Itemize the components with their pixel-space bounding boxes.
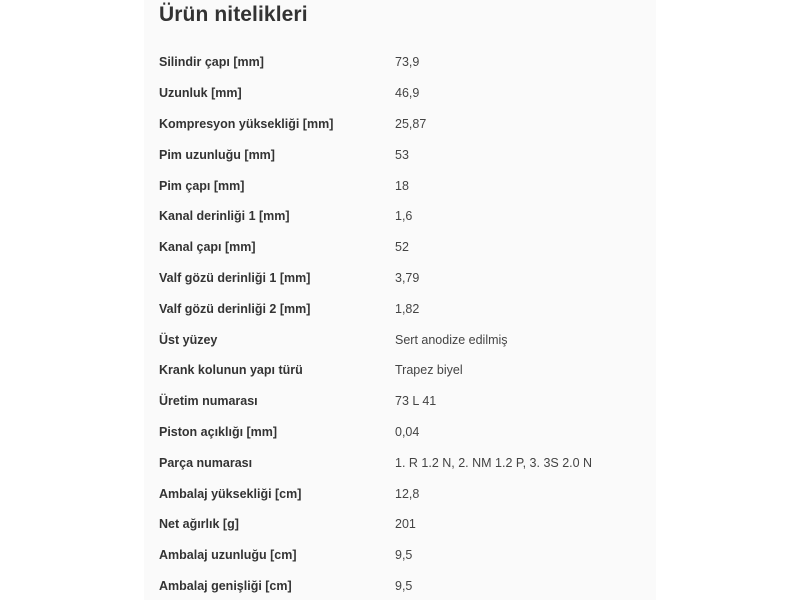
spec-value: 1,6 bbox=[395, 209, 413, 224]
spec-label: Uzunluk [mm] bbox=[159, 86, 242, 101]
spec-row-top-surface bbox=[159, 324, 649, 355]
product-attributes-panel bbox=[144, 0, 656, 600]
spec-value: Sert anodize edilmiş bbox=[395, 332, 508, 347]
spec-value: Trapez biyel bbox=[395, 363, 463, 378]
spec-value: 3,79 bbox=[395, 270, 420, 285]
spec-label: Piston açıklığı [mm] bbox=[159, 424, 278, 439]
spec-row-groove-depth-1 bbox=[159, 201, 649, 232]
spec-row-production-number bbox=[159, 386, 649, 417]
spec-row-valve-pocket-depth-1 bbox=[159, 263, 649, 294]
spec-row-cylinder-diameter bbox=[159, 47, 649, 78]
spec-row-package-length bbox=[159, 540, 649, 571]
spec-label: Net ağırlık [g] bbox=[159, 517, 239, 532]
spec-value: 53 bbox=[395, 147, 409, 162]
spec-list bbox=[159, 47, 649, 601]
spec-label: Valf gözü derinliği 2 [mm] bbox=[159, 301, 311, 316]
spec-label: Krank kolunun yapı türü bbox=[159, 363, 303, 378]
spec-label: Pim çapı [mm] bbox=[159, 178, 245, 193]
spec-value: 52 bbox=[395, 240, 409, 255]
spec-row-conrod-type bbox=[159, 355, 649, 386]
spec-row-valve-pocket-depth-2 bbox=[159, 293, 649, 324]
spec-value: 201 bbox=[395, 517, 416, 532]
spec-row-part-number bbox=[159, 447, 649, 478]
spec-label: Kanal çapı [mm] bbox=[159, 240, 256, 255]
spec-value: 18 bbox=[395, 178, 409, 193]
spec-value: 12,8 bbox=[395, 486, 420, 501]
spec-label: Üst yüzey bbox=[159, 332, 218, 347]
spec-value: 25,87 bbox=[395, 116, 427, 131]
spec-value: 1. R 1.2 N, 2. NM 1.2 P, 3. 3S 2.0 N bbox=[395, 455, 593, 470]
spec-label: Silindir çapı [mm] bbox=[159, 55, 264, 70]
spec-value: 73 L 41 bbox=[395, 394, 437, 409]
spec-row-package-width bbox=[159, 571, 649, 601]
spec-label: Üretim numarası bbox=[159, 394, 258, 409]
spec-value: 9,5 bbox=[395, 578, 413, 593]
spec-row-package-height bbox=[159, 478, 649, 509]
spec-row-pin-length bbox=[159, 139, 649, 170]
spec-row-length bbox=[159, 78, 649, 109]
spec-row-compression-height bbox=[159, 109, 649, 140]
spec-value: 0,04 bbox=[395, 424, 420, 439]
spec-label: Valf gözü derinliği 1 [mm] bbox=[159, 270, 311, 285]
spec-label: Ambalaj genişliği [cm] bbox=[159, 578, 292, 593]
section-title: Ürün nitelikleri bbox=[159, 3, 308, 26]
spec-value: 9,5 bbox=[395, 548, 413, 563]
spec-value: 1,82 bbox=[395, 301, 420, 316]
spec-label: Kompresyon yüksekliği [mm] bbox=[159, 116, 334, 131]
spec-label: Ambalaj uzunluğu [cm] bbox=[159, 548, 297, 563]
spec-row-pin-diameter bbox=[159, 170, 649, 201]
spec-label: Parça numarası bbox=[159, 455, 253, 470]
spec-row-piston-clearance bbox=[159, 417, 649, 448]
spec-label: Kanal derinliği 1 [mm] bbox=[159, 209, 290, 224]
spec-value: 73,9 bbox=[395, 55, 420, 70]
spec-label: Ambalaj yüksekliği [cm] bbox=[159, 486, 302, 501]
spec-row-net-weight bbox=[159, 509, 649, 540]
spec-label: Pim uzunluğu [mm] bbox=[159, 147, 275, 162]
spec-row-groove-diameter bbox=[159, 232, 649, 263]
spec-value: 46,9 bbox=[395, 86, 420, 101]
